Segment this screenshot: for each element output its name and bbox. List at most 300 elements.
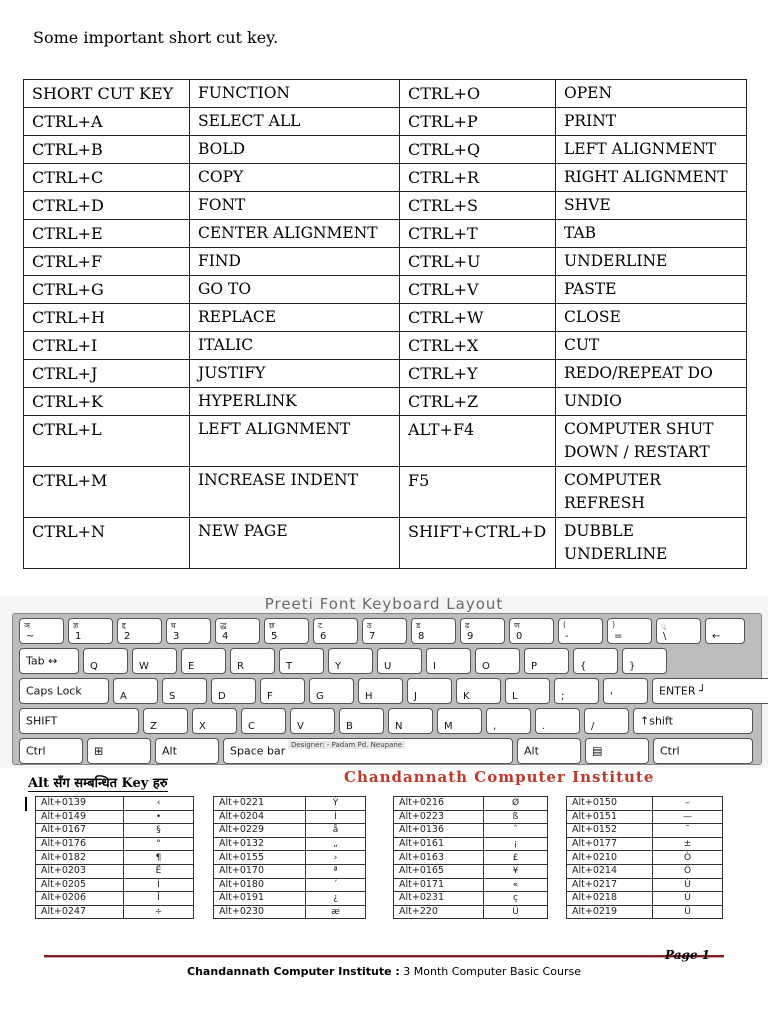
alt-code-row — [567, 905, 723, 919]
key-label: 2 — [124, 631, 131, 642]
alt-code-row — [394, 864, 548, 878]
key-label: ← — [712, 631, 721, 642]
alt-code: Alt+0247 — [36, 905, 124, 919]
shortcut-key-cell: CTRL+J — [24, 360, 190, 388]
alt-code: Alt+0205 — [36, 878, 124, 892]
alt-glyph: § — [124, 824, 194, 838]
key-label: G — [316, 691, 324, 702]
key-label: Y — [335, 661, 342, 672]
table-row — [24, 164, 747, 192]
function-cell: JUSTIFY — [190, 360, 400, 388]
key-row1 — [656, 618, 701, 644]
shortcut-key-cell: ALT+F4 — [400, 416, 556, 467]
alt-code-row — [36, 905, 194, 919]
alt-glyph: Ë — [124, 864, 194, 878]
alt-glyph: Ö — [653, 864, 723, 878]
key-row1 — [411, 618, 456, 644]
table-header-row — [24, 80, 747, 108]
shortcut-key-cell: CTRL+A — [24, 108, 190, 136]
table-row — [24, 304, 747, 332]
key-label: I — [433, 661, 436, 672]
alt-glyph: ‹ — [124, 797, 194, 811]
key-label: Tab ↔ — [26, 654, 58, 668]
key-label: Space bar — [230, 744, 286, 758]
alt-code-row — [394, 824, 548, 838]
key-label: ठ — [367, 621, 372, 630]
alt-code: Alt+0210 — [567, 851, 653, 865]
page-number: Page 1 — [665, 948, 711, 962]
function-cell: GO TO — [190, 276, 400, 304]
function-cell: CLOSE — [556, 304, 747, 332]
alt-glyph: æ — [306, 905, 366, 919]
alt-code: Alt+0182 — [36, 851, 124, 865]
key-row2 — [475, 648, 520, 674]
alt-code: Alt+0170 — [214, 864, 306, 878]
key-row1 — [362, 618, 407, 644]
key-row4 — [486, 708, 531, 734]
function-cell: REDO/REPEAT DO — [556, 360, 747, 388]
alt-code-row — [214, 878, 366, 892]
alt-glyph: ª — [306, 864, 366, 878]
function-cell: LEFT ALIGNMENT — [556, 136, 747, 164]
key-label: P — [531, 661, 538, 672]
alt-glyph: ˆ — [484, 824, 548, 838]
key-row2 — [132, 648, 177, 674]
table-row — [24, 108, 747, 136]
alt-code: Alt+0221 — [214, 797, 306, 811]
table-row — [24, 332, 747, 360]
key-label: ञ — [24, 621, 30, 630]
key-row3 — [652, 678, 768, 704]
alt-code-row — [567, 797, 723, 811]
key-row2 — [83, 648, 128, 674]
key-row2 — [230, 648, 275, 674]
keyboard-title: Preeti Font Keyboard Layout — [264, 595, 504, 613]
alt-code-row — [567, 824, 723, 838]
key-row5 — [653, 738, 753, 764]
key-label: . — [542, 721, 546, 732]
key-label: 6 — [320, 631, 327, 642]
alt-code: Alt+220 — [394, 905, 484, 919]
shortcut-key-cell: SHORT CUT KEY — [24, 80, 190, 108]
key-label: F — [267, 691, 273, 702]
shortcut-key-cell: CTRL+Q — [400, 136, 556, 164]
alt-code: Alt+0136 — [394, 824, 484, 838]
key-label: \ — [663, 631, 667, 642]
alt-code: Alt+0177 — [567, 837, 653, 851]
key-row3 — [505, 678, 550, 704]
alt-glyph: £ — [484, 851, 548, 865]
key-row1 — [68, 618, 113, 644]
alt-code-row — [394, 892, 548, 906]
key-row2 — [279, 648, 324, 674]
key-row1 — [460, 618, 505, 644]
alt-glyph: Ý — [306, 797, 366, 811]
alt-code-row — [567, 810, 723, 824]
key-row4 — [633, 708, 753, 734]
alt-glyph: ¡ — [484, 837, 548, 851]
alt-code: Alt+0180 — [214, 878, 306, 892]
alt-code: Alt+0139 — [36, 797, 124, 811]
function-cell: FONT — [190, 192, 400, 220]
alt-code: Alt+0214 — [567, 864, 653, 878]
table-row — [24, 192, 747, 220]
alt-glyph: ˜ — [653, 824, 723, 838]
key-row4 — [339, 708, 384, 734]
key-label: 5 — [271, 631, 278, 642]
function-cell: ITALIC — [190, 332, 400, 360]
key-label: A — [120, 691, 127, 702]
key-row2 — [622, 648, 667, 674]
table-row — [24, 388, 747, 416]
shortcut-key-cell: CTRL+W — [400, 304, 556, 332]
key-label: R — [237, 661, 244, 672]
alt-code-row — [214, 797, 366, 811]
shortcut-key-cell: CTRL+E — [24, 220, 190, 248]
shortcut-key-cell: CTRL+N — [24, 518, 190, 569]
key-row1 — [607, 618, 652, 644]
key-label: } — [629, 661, 636, 672]
key-label: ( — [563, 620, 567, 629]
key-row2 — [573, 648, 618, 674]
alt-glyph: ° — [124, 837, 194, 851]
function-cell: LEFT ALIGNMENT — [190, 416, 400, 467]
alt-glyph: Ú — [653, 892, 723, 906]
key-row3 — [456, 678, 501, 704]
key-row4 — [584, 708, 629, 734]
function-cell: CENTER ALIGNMENT — [190, 220, 400, 248]
alt-code: Alt+0161 — [394, 837, 484, 851]
alt-code: Alt+0163 — [394, 851, 484, 865]
alt-glyph: ± — [653, 837, 723, 851]
key-label: ढ — [465, 621, 470, 630]
alt-glyph: ´ — [306, 878, 366, 892]
table-row — [24, 276, 747, 304]
function-cell: UNDERLINE — [556, 248, 747, 276]
key-label: द्द — [122, 621, 126, 630]
alt-glyph: Ü — [484, 905, 548, 919]
alt-code-row — [214, 864, 366, 878]
key-row3 — [603, 678, 648, 704]
key-row1 — [558, 618, 603, 644]
key-row2 — [426, 648, 471, 674]
alt-code: Alt+0155 — [214, 851, 306, 865]
key-label: E — [188, 661, 195, 672]
alt-code-row — [36, 797, 194, 811]
key-label: ▤ — [592, 744, 603, 758]
key-label: O — [482, 661, 490, 672]
shortcut-key-cell: CTRL+H — [24, 304, 190, 332]
alt-code: Alt+0150 — [567, 797, 653, 811]
key-label: ~ — [26, 631, 35, 642]
shortcut-key-cell: F5 — [400, 467, 556, 518]
keyboard-designer-credit: Designer: - Padam Pd. Neupane — [288, 741, 405, 749]
function-cell: HYPERLINK — [190, 388, 400, 416]
alt-code-row — [36, 810, 194, 824]
alt-code-row — [567, 864, 723, 878]
alt-glyph: Î — [124, 892, 194, 906]
function-cell: FIND — [190, 248, 400, 276]
function-cell: RIGHT ALIGNMENT — [556, 164, 747, 192]
function-cell: CUT — [556, 332, 747, 360]
alt-code: Alt+0223 — [394, 810, 484, 824]
shortcut-key-cell: CTRL+U — [400, 248, 556, 276]
alt-code: Alt+0149 — [36, 810, 124, 824]
key-label: ' — [610, 691, 613, 702]
alt-code-row — [394, 810, 548, 824]
shortcut-key-cell: CTRL+O — [400, 80, 556, 108]
key-label: 1 — [75, 631, 82, 642]
alt-glyph: ¿ — [306, 892, 366, 906]
key-label: घ — [171, 621, 176, 630]
function-cell: COMPUTER REFRESH — [556, 467, 747, 518]
shortcut-key-cell: CTRL+B — [24, 136, 190, 164]
alt-code-row — [214, 810, 366, 824]
alt-code-row — [567, 892, 723, 906]
key-row3 — [113, 678, 158, 704]
shortcut-key-cell: CTRL+V — [400, 276, 556, 304]
key-label: L — [512, 691, 518, 702]
alt-glyph: ¶ — [124, 851, 194, 865]
function-cell: DUBBLE UNDERLINE — [556, 518, 747, 569]
alt-code: Alt+0230 — [214, 905, 306, 919]
footer-rule — [44, 955, 724, 958]
alt-code-row — [36, 851, 194, 865]
institute-banner: Chandannath Computer Institute — [344, 768, 655, 786]
shortcut-key-cell: SHIFT+CTRL+D — [400, 518, 556, 569]
key-label: W — [139, 661, 149, 672]
key-label: N — [395, 721, 403, 732]
key-row5 — [585, 738, 649, 764]
key-row3 — [309, 678, 354, 704]
alt-glyph: « — [484, 878, 548, 892]
alt-keys-heading: Alt सँग सम्बन्धित Key हरु — [28, 773, 168, 792]
alt-code-row — [36, 837, 194, 851]
alt-code: Alt+0165 — [394, 864, 484, 878]
footer-institute: Chandannath Computer Institute : — [187, 965, 400, 978]
key-row3 — [260, 678, 305, 704]
key-row3 — [358, 678, 403, 704]
key-row4 — [241, 708, 286, 734]
key-label: U — [384, 661, 392, 672]
key-row5 — [19, 738, 83, 764]
key-label: K — [463, 691, 470, 702]
alt-code: Alt+0171 — [394, 878, 484, 892]
alt-code: Alt+0151 — [567, 810, 653, 824]
key-label: ⊞ — [94, 744, 104, 758]
alt-code-row — [214, 837, 366, 851]
key-label: C — [248, 721, 255, 732]
shortcut-key-cell: CTRL+L — [24, 416, 190, 467]
key-row1 — [117, 618, 162, 644]
function-cell: BOLD — [190, 136, 400, 164]
key-label: Q — [90, 661, 98, 672]
function-cell: SHVE — [556, 192, 747, 220]
key-label: , — [493, 721, 497, 732]
alt-code-table — [566, 796, 723, 919]
shortcut-key-cell: CTRL+I — [24, 332, 190, 360]
alt-code-row — [567, 851, 723, 865]
alt-glyph: ç — [484, 892, 548, 906]
shortcut-key-cell: CTRL+Y — [400, 360, 556, 388]
key-label: { — [580, 661, 587, 672]
key-row5 — [87, 738, 151, 764]
key-label: छ — [269, 621, 275, 630]
alt-code: Alt+0218 — [567, 892, 653, 906]
alt-code-row — [36, 864, 194, 878]
function-cell: SELECT ALL — [190, 108, 400, 136]
alt-code-table — [213, 796, 366, 919]
alt-code-row — [36, 878, 194, 892]
alt-code-row — [214, 905, 366, 919]
key-label: ट — [318, 621, 323, 630]
alt-code-row — [214, 851, 366, 865]
key-label: ् — [661, 621, 666, 630]
key-row3 — [19, 678, 109, 704]
function-cell: OPEN — [556, 80, 747, 108]
shortcut-key-cell: CTRL+Z — [400, 388, 556, 416]
key-label: T — [286, 661, 293, 672]
footer-course: 3 Month Computer Basic Course — [399, 965, 581, 978]
key-label: 8 — [418, 631, 425, 642]
alt-glyph: ÷ — [124, 905, 194, 919]
key-row5 — [517, 738, 581, 764]
key-label: SHIFT — [26, 714, 58, 728]
function-cell: NEW PAGE — [190, 518, 400, 569]
shortcut-key-cell: CTRL+X — [400, 332, 556, 360]
table-row — [24, 360, 747, 388]
function-cell: REPLACE — [190, 304, 400, 332]
table-row — [24, 220, 747, 248]
alt-code-row — [567, 878, 723, 892]
key-row3 — [211, 678, 256, 704]
function-cell: TAB — [556, 220, 747, 248]
table-row — [24, 467, 747, 518]
key-label: Ctrl — [26, 744, 46, 758]
alt-code: Alt+0216 — [394, 797, 484, 811]
alt-glyph: Ø — [484, 797, 548, 811]
shortcut-key-cell: CTRL+G — [24, 276, 190, 304]
key-label: D — [218, 691, 226, 702]
alt-code: Alt+0217 — [567, 878, 653, 892]
alt-code-row — [214, 824, 366, 838]
key-label: 7 — [369, 631, 376, 642]
key-row2 — [181, 648, 226, 674]
alt-code: Alt+0167 — [36, 824, 124, 838]
key-label: ज्ञ — [73, 621, 79, 630]
key-label: - — [565, 631, 569, 642]
alt-code-row — [36, 892, 194, 906]
alt-glyph: å — [306, 824, 366, 838]
function-cell: UNDIO — [556, 388, 747, 416]
alt-glyph: Ù — [653, 878, 723, 892]
key-row4 — [192, 708, 237, 734]
alt-code: Alt+0204 — [214, 810, 306, 824]
shortcut-key-cell: CTRL+S — [400, 192, 556, 220]
key-label: J — [414, 691, 417, 702]
key-row1 — [509, 618, 554, 644]
function-cell: PRINT — [556, 108, 747, 136]
key-label: H — [365, 691, 373, 702]
key-label: Caps Lock — [26, 684, 82, 698]
key-row3 — [407, 678, 452, 704]
shortcut-key-cell: CTRL+C — [24, 164, 190, 192]
key-row4 — [143, 708, 188, 734]
key-row4 — [290, 708, 335, 734]
alt-code-row — [394, 878, 548, 892]
alt-code-table — [35, 796, 194, 919]
shortcut-key-cell: CTRL+K — [24, 388, 190, 416]
function-cell: FUNCTION — [190, 80, 400, 108]
key-label: S — [169, 691, 176, 702]
key-label: Alt — [524, 744, 539, 758]
key-label: ण — [514, 621, 520, 630]
alt-code: Alt+0206 — [36, 892, 124, 906]
text-cursor — [25, 797, 27, 811]
key-row4 — [535, 708, 580, 734]
key-row5 — [155, 738, 219, 764]
shortcut-table — [23, 79, 747, 569]
table-row — [24, 248, 747, 276]
key-label: ; — [561, 691, 565, 702]
key-row2 — [19, 648, 79, 674]
table-row — [24, 416, 747, 467]
key-row1 — [313, 618, 358, 644]
alt-code: Alt+0132 — [214, 837, 306, 851]
alt-glyph: Û — [653, 905, 723, 919]
key-row1 — [705, 618, 745, 644]
alt-glyph: Ì — [306, 810, 366, 824]
key-label: M — [444, 721, 453, 732]
alt-code: Alt+0176 — [36, 837, 124, 851]
key-label: B — [346, 721, 353, 732]
key-label: ड — [416, 621, 421, 630]
key-label: 4 — [222, 631, 229, 642]
function-cell: COPY — [190, 164, 400, 192]
key-row2 — [524, 648, 569, 674]
key-label: V — [297, 721, 304, 732]
key-row2 — [328, 648, 373, 674]
key-row1 — [19, 618, 64, 644]
alt-glyph: ß — [484, 810, 548, 824]
key-row1 — [215, 618, 260, 644]
alt-glyph: › — [306, 851, 366, 865]
key-row4 — [388, 708, 433, 734]
key-label: ENTER ┘ — [659, 684, 706, 698]
key-row1 — [166, 618, 211, 644]
key-label: द्ध — [220, 621, 227, 630]
shortcut-key-cell: CTRL+F — [24, 248, 190, 276]
key-row4 — [19, 708, 139, 734]
alt-code-row — [214, 892, 366, 906]
alt-code-table — [393, 796, 548, 919]
alt-code-row — [394, 905, 548, 919]
alt-code: Alt+0152 — [567, 824, 653, 838]
key-row3 — [554, 678, 599, 704]
intro-text: Some important short cut key. — [33, 28, 279, 47]
alt-glyph: „ — [306, 837, 366, 851]
alt-glyph: – — [653, 797, 723, 811]
key-label: ) — [612, 620, 616, 629]
footer — [0, 965, 768, 978]
key-label: = — [614, 631, 623, 642]
key-label: Ctrl — [660, 744, 680, 758]
alt-code: Alt+0231 — [394, 892, 484, 906]
shortcut-key-cell: CTRL+T — [400, 220, 556, 248]
function-cell: COMPUTER SHUT DOWN / RESTART — [556, 416, 747, 467]
alt-code-row — [394, 851, 548, 865]
shortcut-key-cell: CTRL+D — [24, 192, 190, 220]
